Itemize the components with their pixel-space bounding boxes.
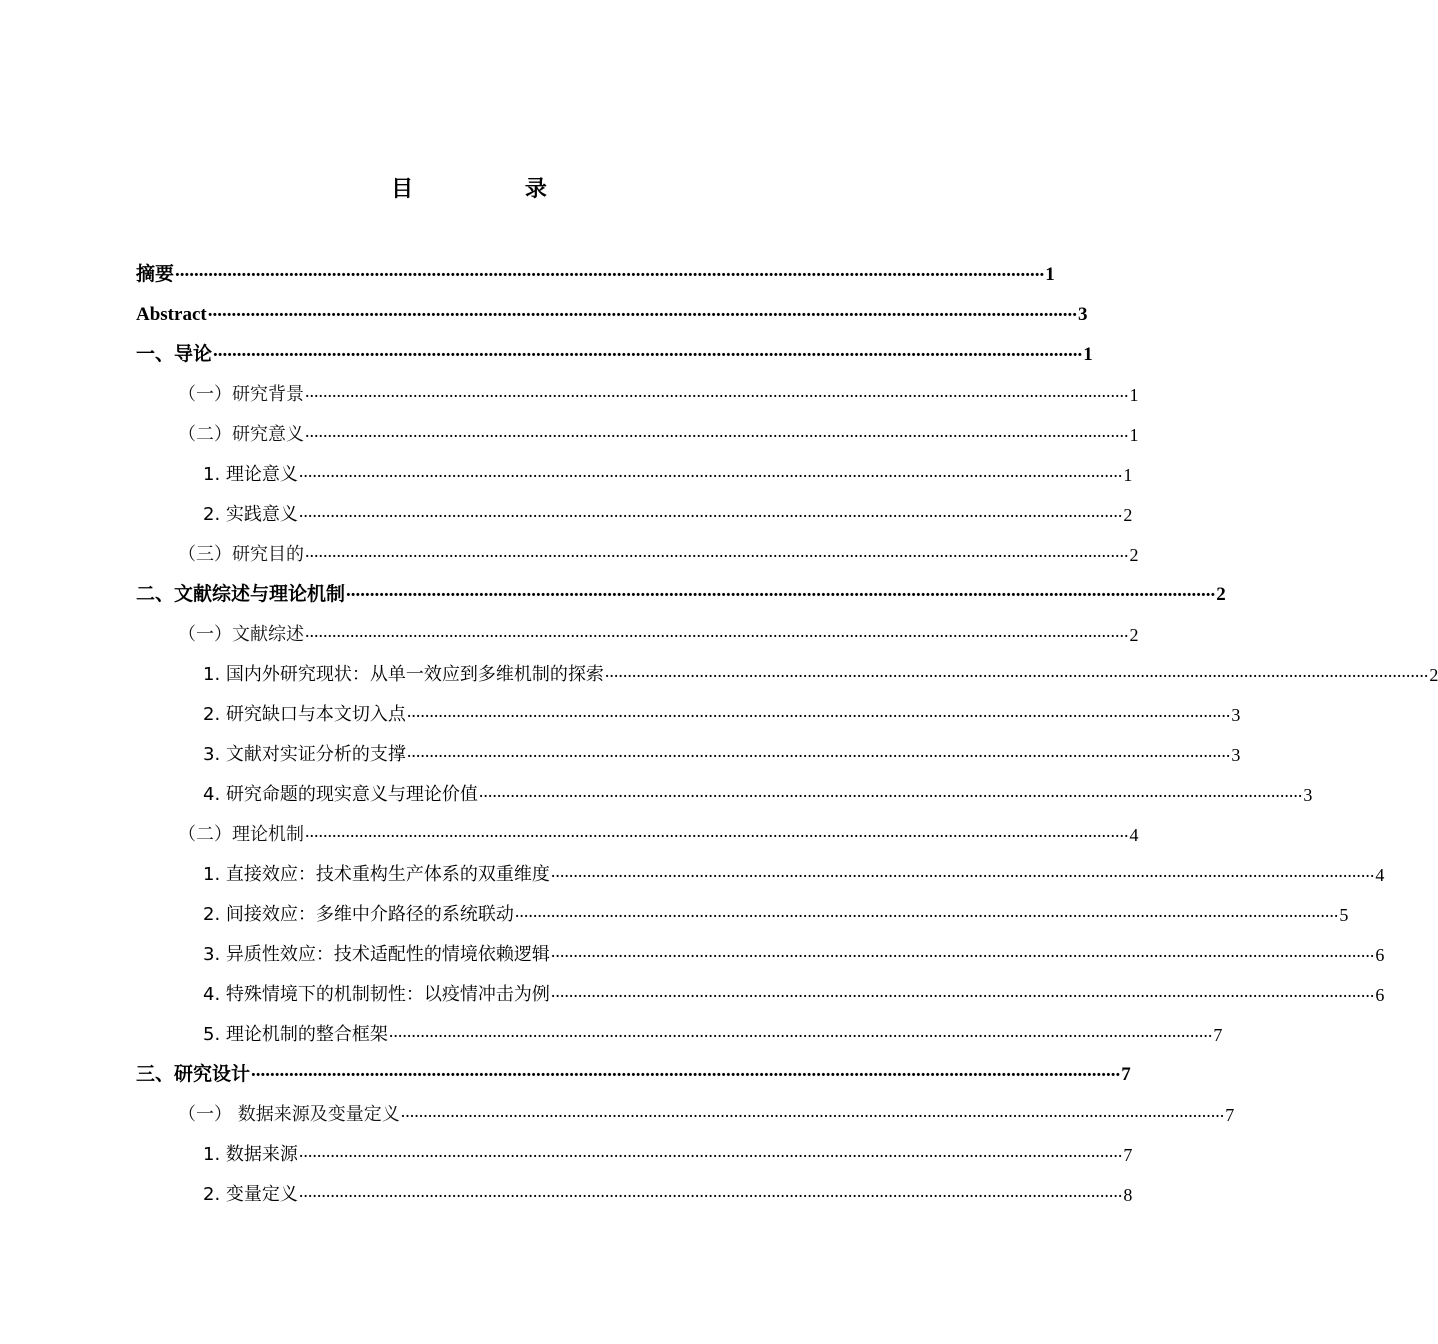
- toc-entry-page: 7: [1225, 1105, 1235, 1125]
- toc-leader-dots: .......................................................................................................................................................................................: [298, 501, 1123, 521]
- toc-entry-page: 2: [1129, 545, 1139, 565]
- toc-entry-page: 3: [1303, 785, 1313, 805]
- toc-entry[interactable]: [203, 1166, 1133, 1206]
- toc-entry-label: 3. 异质性效应：技术适配性的情境依赖逻辑: [203, 944, 550, 965]
- toc-leader-dots: .......................................................................................................................................................................................: [514, 901, 1339, 921]
- toc-entry-page: 4: [1375, 865, 1385, 885]
- toc-leader-dots: .......................................................................................................................................................................................: [400, 1101, 1225, 1121]
- toc-entry[interactable]: [178, 366, 1139, 406]
- toc-entry-label: 1. 直接效应：技术重构生产体系的双重维度: [203, 864, 550, 885]
- toc-entry-page: 7: [1121, 1064, 1131, 1085]
- toc-entry[interactable]: [178, 606, 1139, 646]
- toc-entry-label: （一） 数据来源及变量定义: [178, 1104, 400, 1125]
- toc-entry-page: 5: [1339, 905, 1349, 925]
- toc-entry-page: 1: [1123, 465, 1133, 485]
- toc-entry-label: 5. 理论机制的整合框架: [203, 1024, 388, 1045]
- toc-entry[interactable]: [203, 446, 1133, 486]
- toc-entry-page: 2: [1429, 665, 1438, 685]
- toc-leader-dots: .......................................................................................................................................................................................: [305, 821, 1129, 841]
- toc-entry-label: （三）研究目的: [178, 544, 304, 565]
- toc-entry-page: 7: [1213, 1025, 1223, 1045]
- toc-entry-label: 三、研究设计: [136, 1063, 251, 1085]
- toc-entry-label: Abstract: [136, 304, 207, 325]
- toc-leader-dots: .......................................................................................................................................................................................: [305, 421, 1129, 441]
- toc-leader-dots: .......................................................................................................................................................................................: [550, 981, 1375, 1001]
- toc-entry[interactable]: [203, 886, 1349, 926]
- toc-entry[interactable]: [178, 1086, 1235, 1126]
- toc-entry-page: 2: [1129, 625, 1139, 645]
- toc-entry-label: 4. 研究命题的现实意义与理论价值: [203, 784, 478, 805]
- toc-entry-label: 1. 数据来源: [203, 1144, 298, 1165]
- toc-entry-label: 3. 文献对实证分析的支撑: [203, 744, 406, 765]
- toc-entry-label: 一、导论: [136, 343, 213, 365]
- toc-entry-page: 2: [1123, 505, 1133, 525]
- toc-entry-label: （一）研究背景: [178, 384, 304, 405]
- toc-entry[interactable]: [203, 726, 1241, 766]
- toc-entry[interactable]: [203, 926, 1385, 966]
- toc-leader-dots: .......................................................................................................................................................................................: [406, 701, 1231, 721]
- toc-entry[interactable]: [136, 566, 1226, 606]
- toc-leader-dots: .......................................................................................................................................................................................: [298, 461, 1123, 481]
- toc-entry-page: 6: [1375, 985, 1385, 1005]
- toc-entry-page: 3: [1077, 304, 1088, 325]
- toc-entry[interactable]: [203, 486, 1133, 526]
- toc-entry[interactable]: [136, 1046, 1131, 1086]
- toc-leader-dots: .......................................................................................................................................................................................: [388, 1021, 1213, 1041]
- toc-entry-label: 1. 理论意义: [203, 464, 298, 485]
- toc-entry[interactable]: [203, 966, 1385, 1006]
- toc-entry-page: 7: [1123, 1145, 1133, 1165]
- toc-entry-page: 1: [1129, 425, 1139, 445]
- toc-entry[interactable]: [136, 326, 1093, 366]
- toc-leader-dots: .......................................................................................................................................................................................: [251, 1060, 1121, 1081]
- toc-entry[interactable]: [178, 806, 1139, 846]
- toc-entry-label: 二、文献综述与理论机制: [136, 583, 346, 605]
- toc-leader-dots: .......................................................................................................................................................................................: [604, 661, 1429, 681]
- toc-entry-label: （二）研究意义: [178, 424, 304, 445]
- toc-entry-label: 2. 研究缺口与本文切入点: [203, 704, 406, 725]
- toc-entry[interactable]: [178, 526, 1139, 566]
- toc-entry[interactable]: [203, 1006, 1223, 1046]
- toc-leader-dots: .......................................................................................................................................................................................: [406, 741, 1231, 761]
- toc-entry-label: 4. 特殊情境下的机制韧性：以疫情冲击为例: [203, 984, 550, 1005]
- toc-leader-dots: .......................................................................................................................................................................................: [478, 781, 1303, 801]
- toc-entry-page: 2: [1216, 584, 1226, 605]
- toc-entry[interactable]: [203, 686, 1241, 726]
- toc-entry-label: 2. 变量定义: [203, 1184, 298, 1205]
- toc-entry-label: （二）理论机制: [178, 824, 304, 845]
- toc-entry[interactable]: [136, 246, 1055, 286]
- toc-entry-page: 1: [1129, 385, 1139, 405]
- toc-entry-page: 1: [1083, 344, 1093, 365]
- toc-leader-dots: .......................................................................................................................................................................................: [305, 621, 1129, 641]
- toc-entry-page: 4: [1129, 825, 1139, 845]
- toc-entry-page: 6: [1375, 945, 1385, 965]
- toc-leader-dots: .......................................................................................................................................................................................: [346, 580, 1216, 601]
- toc-entry[interactable]: [203, 846, 1385, 886]
- toc-leader-dots: .......................................................................................................................................................................................: [207, 300, 1077, 321]
- toc-entry[interactable]: [203, 1126, 1133, 1166]
- toc-entry-page: 1: [1045, 264, 1055, 285]
- toc-entry-page: 8: [1123, 1185, 1133, 1205]
- toc-entry-label: 2. 实践意义: [203, 504, 298, 525]
- toc-leader-dots: .......................................................................................................................................................................................: [298, 1141, 1123, 1161]
- toc-entry-label: 摘要: [136, 263, 175, 285]
- toc-entry-label: 2. 间接效应：多维中介路径的系统联动: [203, 904, 514, 925]
- toc-entry-label: 1. 国内外研究现状：从单一效应到多维机制的探索: [203, 664, 604, 685]
- toc-leader-dots: .......................................................................................................................................................................................: [305, 541, 1129, 561]
- toc-entry[interactable]: [136, 286, 1088, 326]
- toc-entry-page: 3: [1231, 705, 1241, 725]
- toc-leader-dots: .......................................................................................................................................................................................: [305, 381, 1129, 401]
- toc-leader-dots: .......................................................................................................................................................................................: [298, 1181, 1123, 1201]
- toc-entry[interactable]: [203, 646, 1438, 686]
- toc-entry-page: 3: [1231, 745, 1241, 765]
- toc-leader-dots: .......................................................................................................................................................................................: [550, 941, 1375, 961]
- toc-leader-dots: .......................................................................................................................................................................................: [213, 340, 1083, 361]
- toc-entry-label: （一）文献综述: [178, 624, 304, 645]
- toc-entry[interactable]: [203, 766, 1313, 806]
- toc-leader-dots: .......................................................................................................................................................................................: [550, 861, 1375, 881]
- toc-title: 目 录: [391, 176, 599, 202]
- toc-leader-dots: .......................................................................................................................................................................................: [175, 260, 1045, 281]
- toc-entry[interactable]: [178, 406, 1139, 446]
